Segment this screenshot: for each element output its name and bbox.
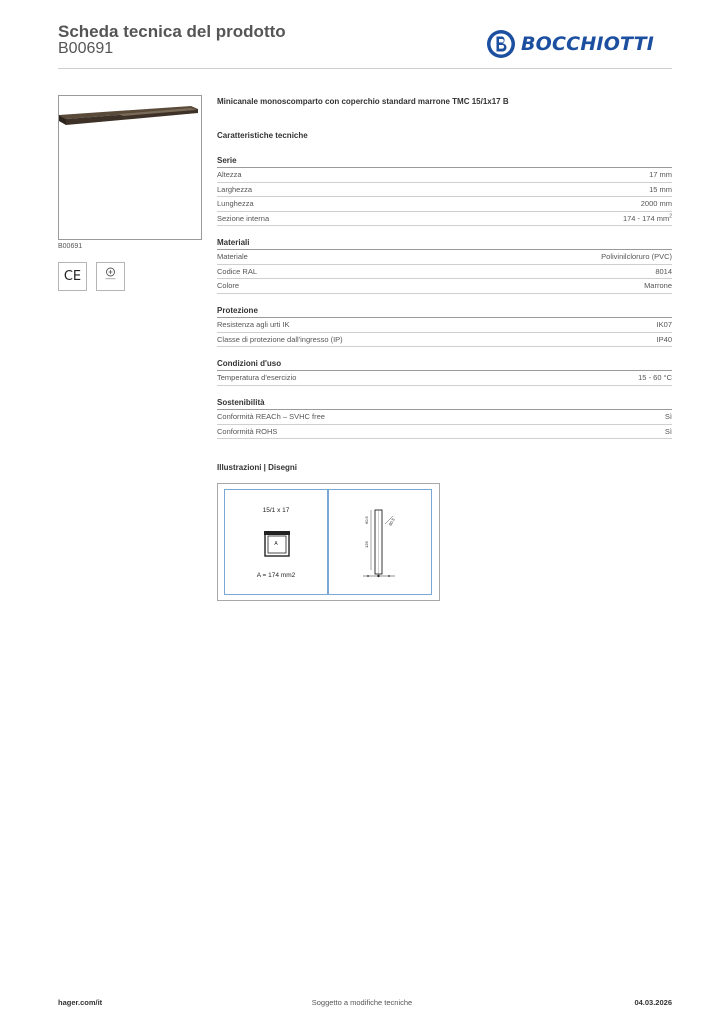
spec-row	[217, 183, 672, 198]
spec-row	[217, 197, 672, 212]
spec-value: 2000 mm	[640, 199, 672, 209]
footer-date: 04.03.2026	[634, 998, 672, 1007]
spec-value: 15 - 60 °C	[638, 373, 672, 383]
illustrations-title: Illustrazioni | Disegni	[217, 463, 298, 472]
spec-group-materiali	[217, 236, 672, 294]
spec-value: Polivinilcloruro (PVC)	[601, 252, 672, 262]
spec-row	[217, 333, 672, 348]
group-title: Condizioni d'uso	[217, 357, 672, 371]
group-title: Sostenibilità	[217, 396, 672, 410]
side-view-drawing	[328, 489, 432, 595]
spec-row	[217, 410, 672, 425]
spec-label: Classe di protezione dall'ingresso (IP)	[217, 334, 343, 344]
unit-superscript: 2	[669, 213, 672, 220]
spec-value: 8014	[655, 266, 672, 276]
footer-website: hager.com/it	[58, 998, 103, 1007]
spec-value: Sì	[664, 412, 672, 422]
spec-label: Materiale	[217, 252, 248, 262]
spec-group-protezione	[217, 304, 672, 347]
quality-certification-icon	[96, 262, 125, 291]
ce-mark-icon: CE	[58, 262, 87, 291]
spec-value: Sì	[664, 426, 672, 436]
spec-label: Resistenza agli urti IK	[217, 320, 290, 330]
area-label: A = 174 mm2	[256, 572, 296, 579]
dimension-b: 126	[364, 541, 369, 548]
product-image	[58, 95, 202, 240]
spec-value: 15 mm	[649, 184, 672, 194]
product-title: Minicanale monoscomparto con coperchio standard marrone TMC 15/1x17 B	[217, 97, 509, 106]
spec-value	[623, 214, 672, 223]
spec-value: 17 mm	[649, 170, 672, 180]
brand-name: BOCCHIOTTI	[521, 33, 655, 55]
spec-label: Conformità REACh – SVHC free	[217, 412, 325, 422]
side-view-icon	[357, 504, 409, 584]
spec-group-condizioni	[217, 357, 672, 386]
spec-value: IP40	[656, 334, 672, 344]
footer-disclaimer: Soggetto a modifiche tecniche	[311, 998, 413, 1007]
spec-row	[217, 318, 672, 333]
dimension-c: 60.5	[387, 517, 396, 527]
cross-section-drawing	[224, 489, 328, 595]
spec-row	[217, 371, 672, 386]
spec-label: Lunghezza	[217, 199, 254, 209]
group-title: Protezione	[217, 304, 672, 318]
spec-label: Sezione interna	[217, 213, 270, 223]
spec-label: Colore	[217, 281, 240, 291]
area-letter: A	[274, 541, 278, 547]
image-caption: B00691	[58, 243, 83, 250]
product-code: B00691	[58, 40, 114, 57]
spec-label: Conformità ROHS	[217, 426, 278, 436]
spec-row	[217, 250, 672, 265]
dimension-a: 60.5	[364, 516, 369, 524]
spec-group-serie	[217, 154, 672, 226]
spec-row	[217, 425, 672, 440]
page-title: Scheda tecnica del prodotto	[58, 22, 286, 41]
spec-label: Temperatura d'esercizio	[217, 373, 297, 383]
spec-row	[217, 265, 672, 280]
spec-value-text: 174 - 174 mm	[622, 213, 670, 223]
spec-row	[217, 279, 672, 294]
spec-value: IK07	[656, 320, 672, 330]
spec-group-sostenibilita	[217, 396, 672, 439]
section-title: Caratteristiche tecniche	[217, 131, 308, 140]
bocchiotti-logo-icon	[486, 29, 516, 59]
raceway-image	[59, 96, 201, 239]
spec-label: Altezza	[217, 170, 242, 180]
spec-row	[217, 212, 672, 227]
section-size-label: 15/1 x 17	[262, 507, 290, 514]
technical-drawings	[217, 483, 440, 601]
brand-logo	[486, 28, 668, 60]
header-divider	[58, 68, 672, 69]
spec-row	[217, 168, 672, 183]
spec-label: Codice RAL	[217, 266, 258, 276]
spec-label: Larghezza	[217, 184, 253, 194]
group-title: Materiali	[217, 236, 672, 250]
spec-value: Marrone	[644, 281, 672, 291]
group-title: Serie	[217, 154, 672, 168]
